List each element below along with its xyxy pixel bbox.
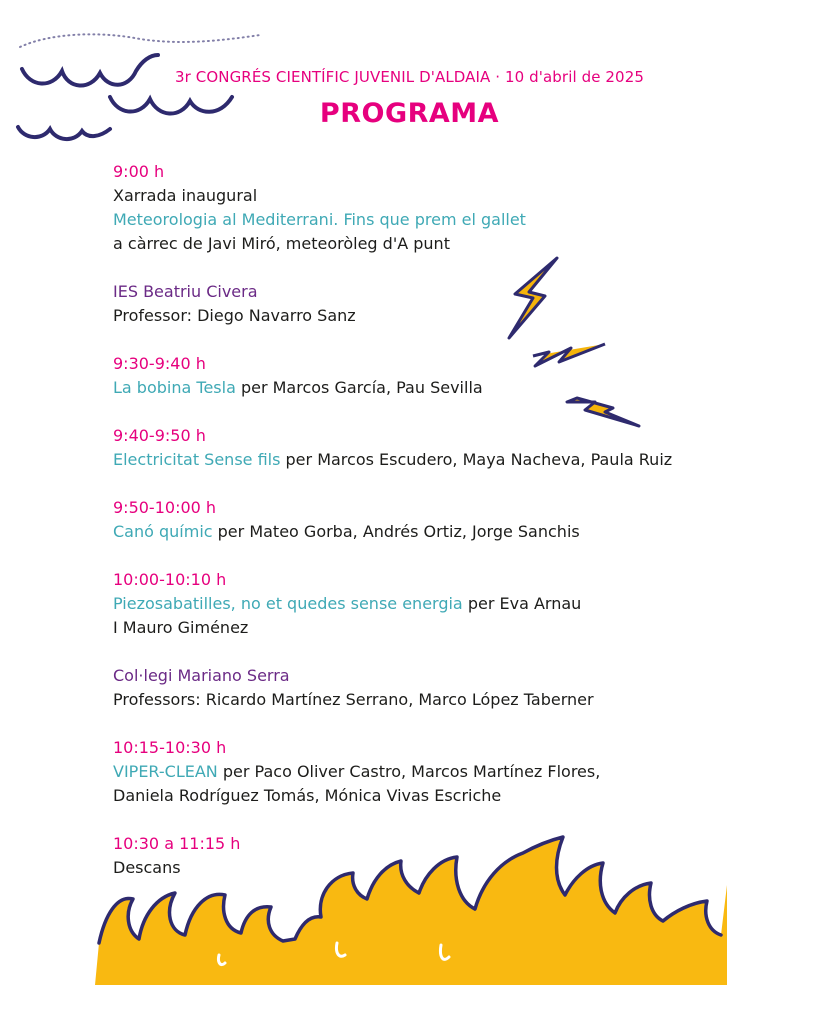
page-title: PROGRAMA — [319, 98, 500, 129]
opening-label: Xarrada inaugural — [113, 186, 258, 205]
school-name: Col·legi Mariano Serra — [113, 666, 290, 685]
break-label: Descans — [113, 858, 181, 877]
talk-title: La bobina Tesla — [113, 378, 236, 397]
talk-time: 9:50-10:00 h — [113, 498, 217, 517]
talk-block — [113, 568, 773, 640]
opening-block — [113, 160, 773, 256]
talk-authors: per Marcos Escudero, Maya Nacheva, Paula Ruiz — [280, 450, 673, 469]
talk-title: Piezosabatilles, no et quedes sense energia — [113, 594, 463, 613]
talk-authors: per Paco Oliver Castro, Marcos Martínez Flores, — [217, 762, 601, 781]
school-block-beatriu-civera — [113, 280, 773, 328]
talk-authors-continued: I Mauro Giménez — [113, 618, 249, 637]
talk-authors-continued: Daniela Rodríguez Tomás, Mónica Vivas Escriche — [113, 786, 502, 805]
talk-time: 10:00-10:10 h — [113, 570, 227, 589]
talk-block — [113, 424, 773, 472]
event-subtitle: 3r CONGRÉS CIENTÍFIC JUVENIL D'ALDAIA · 10 d'abril de 2025 — [175, 68, 644, 86]
talk-time: 10:15-10:30 h — [113, 738, 227, 757]
program-list — [113, 160, 773, 904]
talk-block — [113, 736, 773, 808]
opening-talk-title: Meteorologia al Mediterrani. Fins que prem el gallet — [113, 210, 526, 229]
opening-speaker: a càrrec de Javi Miró, meteoròleg d'A punt — [113, 234, 450, 253]
school-teachers: Professors: Ricardo Martínez Serrano, Marco López Taberner — [113, 690, 594, 709]
talk-block — [113, 496, 773, 544]
talk-authors: per Mateo Gorba, Andrés Ortiz, Jorge Sanchis — [212, 522, 580, 541]
opening-time: 9:00 h — [113, 162, 165, 181]
talk-title: VIPER-CLEAN — [113, 762, 218, 781]
talk-title: Electricitat Sense fils — [113, 450, 281, 469]
talk-authors: per Marcos García, Pau Sevilla — [235, 378, 483, 397]
school-name: IES Beatriu Civera — [113, 282, 258, 301]
clouds-illustration — [10, 25, 280, 155]
talk-time: 9:30-9:40 h — [113, 354, 206, 373]
flames-illustration — [95, 835, 727, 987]
break-time: 10:30 a 11:15 h — [113, 834, 241, 853]
talk-authors: per Eva Arnau — [462, 594, 582, 613]
school-block-mariano-serra — [113, 664, 773, 712]
talk-title: Canó químic — [113, 522, 213, 541]
talk-time: 9:40-9:50 h — [113, 426, 206, 445]
talk-block — [113, 352, 773, 400]
school-teacher: Professor: Diego Navarro Sanz — [113, 306, 356, 325]
